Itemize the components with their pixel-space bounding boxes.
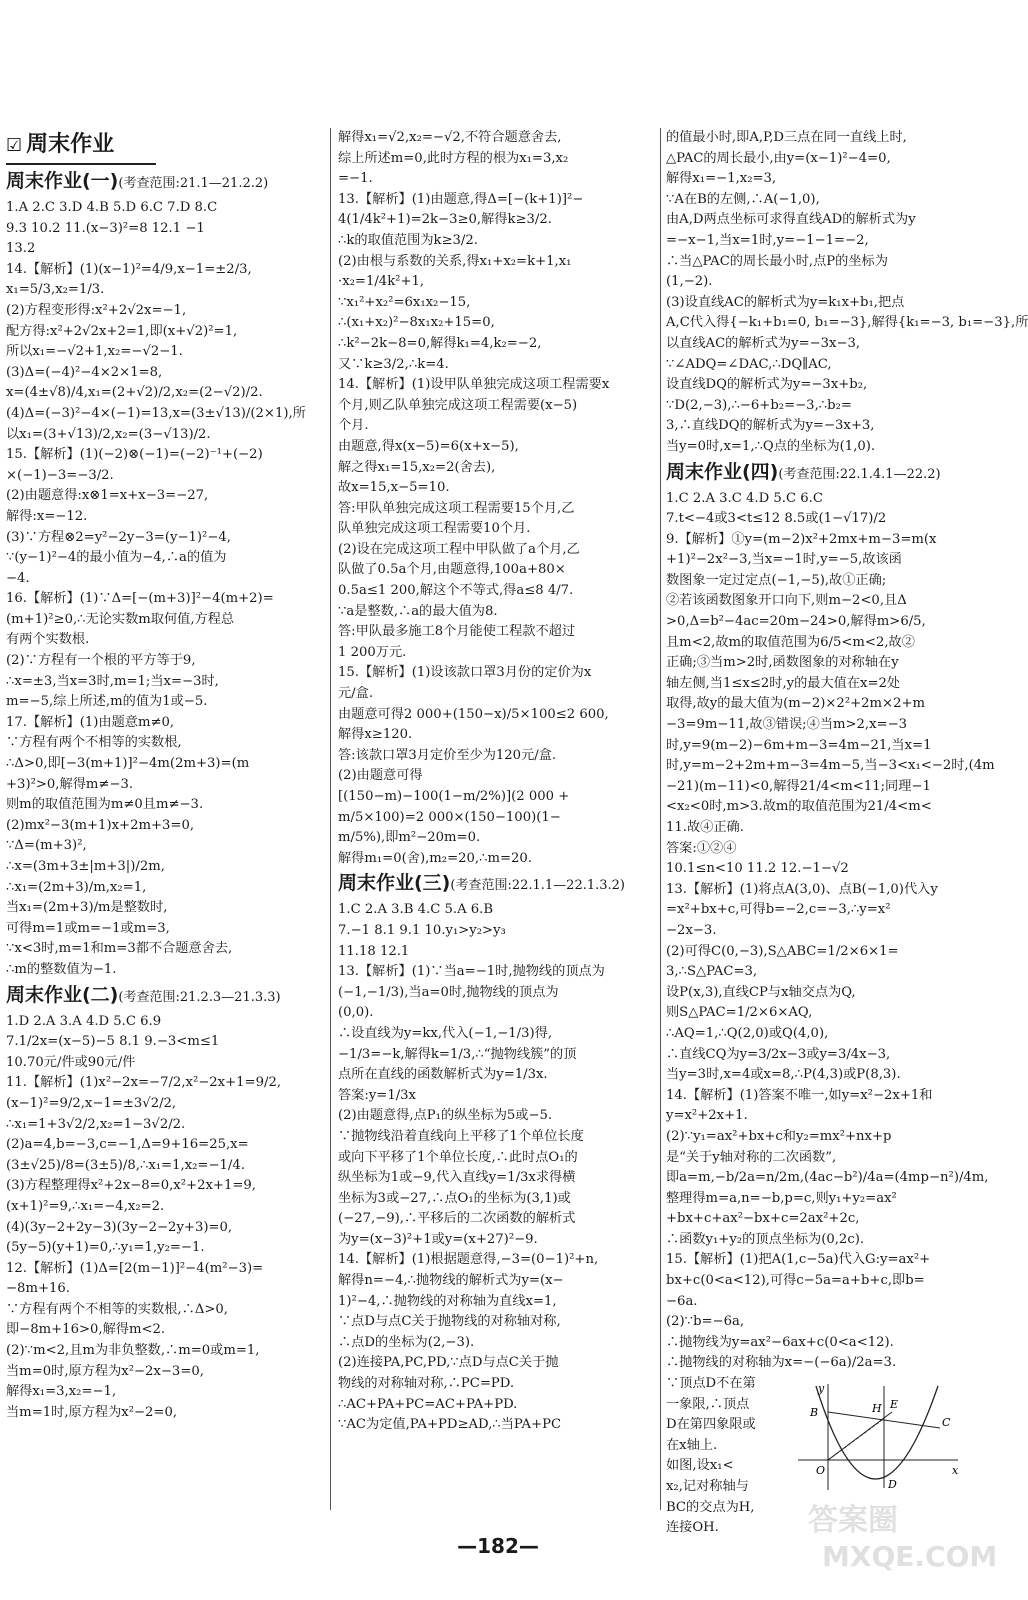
text-line: (2)∵b=−6a, [666,1314,745,1330]
text-line: 数图象一定过定点(−1,−5),故①正确; [666,572,887,588]
text-line: 时,y=9(m−2)−6m+m−3=4m−21,当x=1 [666,737,932,753]
text-line: 可得m=1或m=−1或m=3, [6,920,170,936]
text-line: y=x²+2x+1. [666,1108,748,1124]
text-line: 答:甲队最多施工8个月能使工程款不超过 [338,624,576,640]
text-line: 13.【解析】(1)将点A(3,0)、点B(−1,0)代入y [666,881,938,897]
text-line: 在x轴上. [666,1437,718,1453]
text-line: (2)由根与系数的关系,得x₁+x₂=k+1,x₁ [338,253,572,269]
text-line: −3=9m−11,故③错误;④当m>2,x=−3 [666,717,908,733]
text-line: ∵点D与点C关于抛物线的对称轴对称, [338,1314,561,1330]
text-line: 15.【解析】(1)(−2)⊗(−1)=(−2)⁻¹+(−2) [6,447,263,463]
text-line: 是“关于y轴对称的二次函数”, [666,1149,837,1165]
text-line: (2)连接PA,PC,PD,∵点D与点C关于抛 [338,1355,559,1371]
section-title: 周末作业(三) [338,872,451,895]
text-line: 11.故④正确. [666,820,744,835]
text-line: ∴AC+PA+PC=AC+PA+PD. [338,1396,518,1412]
text-line: 解得x≥120. [338,727,413,743]
text-line: (3)设直线AC的解析式为y=k₁x+b₁,把点 [666,294,905,310]
label-h: H [872,1402,882,1415]
text-line: 当x₁=(2m+3)/m是整数时, [6,900,168,916]
label-b: B [810,1406,819,1419]
text-line: (2)∵y₁=ax²+bx+c和y₂=mx²+nx+p [666,1128,892,1144]
text-line: (5y−5)(y+1)=0,∴y₁=1,y₂=−1. [6,1240,205,1256]
text-line: 10.1≤n<10 11.2 12.−1−√2 [666,861,849,877]
text-line: ∴Δ>0,即[−3(m+1)]²−4m(2m+3)=(m [6,756,250,772]
text-line: ∴x₁=1+3√2/2,x₂=1−3√2/2. [6,1116,186,1132]
text-line: 13.【解析】(1)∵当a=−1时,抛物线的顶点为 [338,964,605,980]
text-line: ∵a是整数,∴a的最大值为8. [338,603,498,619]
text-line: +1)²−2x²−3,当x=−1时,y=−5,故该函 [666,552,902,568]
text-line: ∵抛物线沿着直线向上平移了1个单位长度 [338,1128,584,1144]
text-line: <x₂<0时,m>3.故m的取值范围为21/4<m< [666,799,932,815]
text-line: 综上所述m=0,此时方程的根为x₁=3,x₂ [338,150,569,166]
text-line: (2)a=4,b=−3,c=−1,Δ=9+16=25,x= [6,1137,249,1153]
text-line: −21)(m−11)<0,解得21/4<m<11;同理−1 [666,778,931,794]
parabola-curve [816,1386,938,1479]
text-line: =−x−1,当x=1时,y=−1−1=−2, [666,232,869,248]
text-line: 12.【解析】(1)Δ=[2(m−1)]²−4(m²−3)= [6,1260,264,1276]
text-line: ∴(x₁+x₂)²−8x₁x₂+15=0, [338,315,495,331]
text-line: +bx+c+ax²−bx+c=2ax²+2c, [666,1211,860,1227]
text-line: 4(1/4k²+1)=2k−3≥0,解得k≥3/2. [338,212,552,228]
text-line: 设P(x,3),直线CP与x轴交点为Q, [666,984,856,1000]
section-range: (考查范围:21.2.3—21.3.3) [118,989,281,1005]
check-icon: ☑ [6,135,23,156]
text-line: D在第四象限或 [666,1417,756,1433]
text-line: (2)由题意可得 [338,768,423,784]
text-line: 1.C 2.A 3.B 4.C 5.A 6.B [338,902,494,918]
label-d: D [888,1478,897,1491]
section-title: 周末作业(二) [6,983,119,1006]
text-line: (2)可得C(0,−3),S△ABC=1/2×6×1= [666,943,899,959]
text-line: 解之得x₁=15,x₂=2(舍去), [338,459,496,475]
text-line: 有两个实数根. [6,632,90,648]
text-line: 14.【解析】(1)设甲队单独完成这项工程需要x [338,377,610,393]
section-heading [6,167,326,198]
text-line: bx+c(0<a<12),可得c−5a=a+b+c,即b= [666,1273,925,1289]
text-line: ∵方程有两个不相等的实数根, [6,735,182,751]
text-line: ∴函数y₁+y₂的顶点坐标为(0,2c). [666,1231,865,1247]
label-y: y [818,1382,825,1395]
text-line: 9.【解析】①y=(m−2)x²+2mx+m−3=m(x [666,531,937,547]
watermark-url: MXQE.COM [822,1540,998,1573]
page-number: —182— [457,1534,539,1558]
text-line: 配方得:x²+2√2x+2=1,即(x+√2)²=1, [6,323,238,339]
text-line: 的值最小时,即A,P,D三点在同一直线上时, [666,130,907,145]
text-line: ∴m的整数值为−1. [6,961,117,977]
text-line: ∴抛物线为y=ax²−6ax+c(0<a<12). [666,1334,894,1350]
text-line: 解得m₁=0(舍),m₂=20,∴m=20. [338,850,533,866]
text-line: x₂,记对称轴与 [666,1479,749,1494]
text-line: 1.D 2.A 3.A 4.D 5.C 6.9 [6,1013,162,1029]
text-line: −2x−3. [666,922,717,938]
text-line: 7.t<−4或3<t≤12 8.5或(1−√17)/2 [666,511,887,527]
text-line: ∵D(2,−3),∴−6+b₂=−3,∴b₂= [666,397,852,413]
text-line: (2)mx²−3(m+1)x+2m+3=0, [6,817,195,833]
text-line: ∴x=(3m+3±|m+3|)/2m, [6,859,165,874]
text-line: ∴当△PAC的周长最小时,点P的坐标为 [666,253,888,269]
text-line: 答案:①②④ [666,840,737,856]
text-line: 解得x₁=√2,x₂=−√2,不符合题意舍去, [338,130,562,145]
text-line: (0,0). [338,1005,374,1021]
text-line: ∵∠ADQ=∠DAC,∴DQ∥AC, [666,356,832,372]
text-line: (2)设在完成这项工程中甲队做了a个月,乙 [338,541,580,557]
parabola-figure [788,1382,964,1492]
text-line: 答:甲队单独完成这项工程需要15个月,乙 [338,500,575,516]
text-line: −4. [6,570,30,586]
text-line: 当m=0时,原方程为x²−2x−3=0, [6,1363,204,1379]
text-line: (−27,−9),∴平移后的二次函数的解析式 [338,1211,576,1227]
text-line: m/5%),即m²−20m=0. [338,830,481,846]
text-line: 则m的取值范围为m≠0且m≠−3. [6,797,204,813]
text-line: 纵坐标为1或−9,代入直线y=1/3x求得横 [338,1170,576,1186]
text-line: ∴抛物线的对称轴为x=−(−6a)/2a=3. [666,1355,897,1371]
text-line: A,C代入得{−k₁+b₁=0, b₁=−3},解得{k₁=−3, b₁=−3},所 [666,315,1028,331]
text-line: ∵Δ=(m+3)², [6,838,87,854]
text-line: 答:该款口罩3月定价至少为120元/盒. [338,747,557,763]
text-line: 取得,故y的最大值为(m−2)×2²+2m×2+m [666,696,926,712]
text-line: ②若该函数图象开口向下,则m−2<0,且Δ [666,593,907,609]
text-line: ∵(y−1)²−4的最小值为−4,∴a的值为 [6,550,227,566]
label-o: O [816,1464,826,1477]
text-line: (−1,−1/3),当a=0时,抛物线的顶点为 [338,984,559,1000]
section-range: (考查范围:22.1.1—22.1.3.2) [450,878,625,894]
text-line: +3)²>0,解得m≠−3. [6,776,134,792]
text-line: 解得:x=−12. [6,508,88,524]
text-line: x₁=5/3,x₂=1/3. [6,282,105,298]
column-divider [330,128,331,1510]
text-line: 16.【解析】(1)∵Δ=[−(m+3)]²−4(m+2)= [6,591,274,607]
column-3 [666,128,1028,1539]
text-line: (2)由题意得:x⊗1=x+x−3=−27, [6,488,209,504]
text-line: 或向下平移了1个单位长度,∴此时点O₁的 [338,1149,578,1165]
text-line: 15.【解析】(1)设该款口罩3月份的定价为x [338,665,592,681]
text-line: △PAC的周长最小,由y=(x−1)²−4=0, [666,150,891,166]
text-line: (2)∵方程有一个根的平方等于9, [6,653,196,669]
text-line: (2)方程变形得:x²+2√2x=−1, [6,302,187,318]
text-line: 14.【解析】(1)根据题意得,−3=(0−1)²+n, [338,1252,599,1268]
text-line: (4)(3y−2+2y−3)(3y−2−2y+3)=0, [6,1219,233,1235]
text-line: 17.【解析】(1)由题意m≠0, [6,714,175,730]
text-line: >0,Δ=b²−4ac=20m−24>0,解得m>6/5, [666,614,926,630]
text-line: 7.−1 8.1 9.1 10.y₁>y₂>y₃ [338,922,506,938]
text-line: 以直线AC的解析式为y=−3x−3, [666,335,861,351]
text-line: (2)∵m<2,且m为非负整数,∴m=0或m=1, [6,1343,260,1359]
text-line: 11.18 12.1 [338,943,410,959]
section-heading [666,458,990,489]
text-line: 13.2 [6,241,36,257]
text-line: 设直线DQ的解析式为y=−3x+b₂, [666,377,868,393]
text-line: ∵顶点D不在第 [666,1376,756,1392]
text-line: ∴k的取值范围为k≥3/2. [338,232,478,248]
text-line: 即−8m+16>0,解得m<2. [6,1322,166,1338]
text-line: (m+1)²≥0,∴无论实数m取何值,方程总 [6,611,235,627]
text-line: [(150−m)−100(1−m/2%)](2 000 + [338,789,570,804]
text-line: (3)∵方程⊗2=y²−2y−3=(y−1)²−4, [6,529,231,545]
label-e: E [890,1398,899,1411]
section-title: 周末作业(一) [6,170,119,192]
text-line: BC的交点为H, [666,1499,755,1515]
text-line: 为y=(x−3)²+1或y=(x+27)²−9. [338,1231,538,1247]
text-line: 解得n=−4,∴抛物线的解析式为y=(x− [338,1273,564,1289]
text-line: 当m=1时,原方程为x²−2=0, [6,1404,178,1420]
text-line: 14.【解析】(1)答案不唯一,如y=x²−2x+1和 [666,1087,933,1103]
text-line: −1/3=−k,解得k=1/3,∴“抛物线簇”的顶 [338,1046,577,1062]
text-line: 正确;③当m>2时,函数图象的对称轴在y [666,655,899,671]
text-line: 元/盒. [338,686,374,702]
text-line: 答案:y=1/3x [338,1087,416,1103]
text-line: ∴点D的坐标为(2,−3). [338,1334,475,1350]
text-line: (3)方程整理得x²+2x−8=0,x²+2x+1=9, [6,1178,256,1194]
text-line: ∴直线CQ为y=3/2x−3或y=3/4x−3, [666,1046,891,1062]
text-line: ∴设直线为y=kx,代入(−1,−1/3)得, [338,1025,553,1041]
text-line: 物线的对称轴对称,∴PC=PD. [338,1376,515,1392]
text-line: 个月. [338,418,369,434]
label-x: x [952,1464,959,1477]
text-line: 轴左侧,当1≤x≤2时,y的最大值在x=2处 [666,675,901,691]
text-line: 7.1/2x=(x−5)−5 8.1 9.−3<m≤1 [6,1034,220,1050]
text-line: 即a=m,−b/2a=n/2m,(4ac−b²)/4a=(4mp−n²)/4m, [666,1170,989,1186]
section-heading [6,981,326,1012]
text-line: ∵x₁²+x₂²=6x₁x₂−15, [338,294,471,310]
text-line: 当y=3时,x=4或x=8,∴P(4,3)或P(8,3). [666,1067,901,1083]
text-line: m/5×100)=2 000×(150−100)(1− [338,809,561,825]
text-line: (x+1)²=9,∴x₁=−4,x₂=2. [6,1198,165,1214]
text-line: ∵方程有两个不相等的实数根,∴Δ>0, [6,1301,228,1317]
text-line: 10.70元/件或90元/件 [6,1054,136,1070]
text-line: 时,y=m−2+2m+m−3=4m−5,当−3<x₁<−2时,(4m [666,758,995,774]
text-line: 则S△PAC=1/2×6×AQ, [666,1005,813,1021]
text-line: 个月,则乙队单独完成这项工程需要(x−5) [338,397,578,413]
line-oe [828,1412,892,1460]
column-2 [338,128,656,1436]
text-line: ∴x=±3,当x=3时,m=1;当x=−3时, [6,673,219,689]
text-line: 如图,设x₁< [666,1458,734,1474]
text-line: =−1. [338,171,373,187]
text-line: (3)Δ=(−4)²−4×2×1=8, [6,364,163,380]
text-line: 队做了0.5a个月,由题意得,100a+80× [338,562,566,578]
text-line: (2)由题意得,点P₁的纵坐标为5或−5. [338,1108,553,1124]
text-line: (1,−2). [666,274,713,290]
banner-text: 周末作业 [26,132,115,157]
text-line: −6a. [666,1293,698,1309]
text-line: 0.5a≤1 200,解这个不等式,得a≤8 4/7. [338,583,574,599]
text-line: 当y=0时,x=1,∴Q点的坐标为(1,0). [666,438,876,454]
text-line: 由A,D两点坐标可求得直线AD的解析式为y [666,212,916,228]
text-line: 点所在直线的函数解析式为y=1/3x. [338,1067,548,1083]
text-line: 整理得m=a,n=−b,p=c,则y₁+y₂=ax² [666,1190,897,1206]
text-line: 9.3 10.2 11.(x−3)²=8 12.1 −1 [6,220,205,236]
text-line: =x²+bx+c,可得b=−2,c=−3,∴y=x² [666,902,891,918]
text-line: 以x₁=(3+√13)/2,x₂=(3−√13)/2. [6,426,211,442]
text-line: ×(−1)−3=−3/2. [6,467,114,483]
text-line: m=−5,综上所述,m的值为1或−5. [6,694,208,710]
text-line: 3,∴S△PAC=3, [666,964,758,980]
text-line: 解得x₁=−1,x₂=3, [666,171,777,187]
text-line: ∴AQ=1,∴Q(2,0)或Q(4,0), [666,1025,829,1041]
text-line: ·x₂=1/4k²+1, [338,274,425,290]
text-line: 14.【解析】(1)(x−1)²=4/9,x−1=±2/3, [6,261,252,277]
section-heading [338,869,656,900]
text-line: 3,∴直线DQ的解析式为y=−3x+3, [666,418,875,434]
text-line: 1)²−4,∴抛物线的对称轴为直线x=1, [338,1293,557,1309]
text-line: (4)Δ=(−3)²−4×(−1)=13,x=(3±√13)/(2×1),所 [6,405,306,421]
text-line: 一象限,∴顶点 [666,1396,750,1412]
label-c: C [942,1416,951,1429]
text-line: x=(4±√8)/4,x₁=(2+√2)/2,x₂=(2−√2)/2. [6,385,263,401]
text-line: 13.【解析】(1)由题意,得Δ=[−(k+1)]²− [338,191,584,207]
text-line: 又∵k≥3/2,∴k=4. [338,356,449,372]
section-range: (考查范围:21.1—21.2.2) [118,176,269,191]
text-line: 由题意,得x(x−5)=6(x+x−5), [338,438,519,454]
text-line: −8m+16. [6,1281,70,1297]
watermark-logo: 答案圈 [808,1503,898,1538]
text-line: 1 200万元. [338,644,407,660]
section-range: (考查范围:22.1.4.1—22.2) [778,466,941,482]
text-line: 解得x₁=3,x₂=−1, [6,1384,117,1400]
text-line: ∴k²−2k−8=0,解得k₁=4,k₂=−2, [338,335,542,351]
text-line: 连接OH. [666,1520,719,1536]
section-title: 周末作业(四) [666,460,779,483]
banner-title [6,128,156,165]
text-line: ∴x₁=(2m+3)/m,x₂=1, [6,879,147,895]
text-line: 坐标为3或−27,∴点O₁的坐标为(3,1)或 [338,1190,571,1206]
text-line: 由题意可得2 000+(150−x)/5×100≤2 600, [338,706,609,722]
text-line: ∵AC为定值,PA+PD≥AD,∴当PA+PC [338,1417,562,1433]
text-line: 15.【解析】(1)把A(1,c−5a)代入G:y=ax²+ [666,1252,931,1268]
column-divider [660,128,661,1510]
text-line: ∵x<3时,m=1和m=3都不合题意舍去, [6,941,233,957]
text-line: 且m<2,故m的取值范围为6/5<m<2,故② [666,634,915,650]
text-line: 11.【解析】(1)x²−2x=−7/2,x²−2x+1=9/2, [6,1075,282,1091]
text-line: (x−1)²=9/2,x−1=±3√2/2, [6,1095,177,1111]
text-line: 1.C 2.A 3.C 4.D 5.C 6.C [666,490,823,506]
text-line: 1.A 2.C 3.D 4.B 5.D 6.C 7.D 8.C [6,200,218,215]
text-line: 队单独完成这项工程需要10个月. [338,521,531,537]
text-line: ∵A在B的左侧,∴A(−1,0), [666,191,820,207]
column-1 [6,128,326,1423]
text-line: 所以x₁=−√2+1,x₂=−√2−1. [6,344,183,360]
text-line: (3±√25)/8=(3±5)/8,∴x₁=1,x₂=−1/4. [6,1157,245,1173]
text-line: 故x=15,x−5=10. [338,480,450,496]
